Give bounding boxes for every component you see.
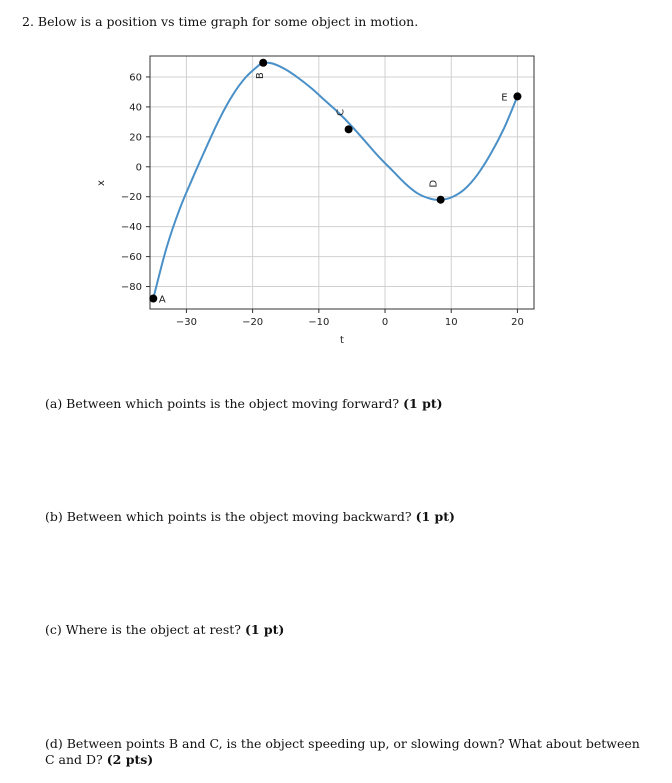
plot-frame [150, 56, 534, 309]
y-tick-label: −40 [120, 222, 142, 234]
point-d-label: D [428, 179, 440, 188]
point-a [149, 295, 157, 303]
point-a-label: A [158, 294, 166, 306]
x-tick-label: −10 [308, 317, 330, 328]
x-tick-label: −30 [175, 317, 197, 328]
point-d [437, 196, 445, 204]
chart-ticks [121, 72, 524, 328]
y-axis-label: x [96, 180, 107, 186]
y-tick-label: 20 [129, 132, 142, 144]
point-e-label: E [501, 92, 508, 104]
y-tick-label: 0 [135, 162, 142, 174]
point-c-label: C [335, 108, 347, 116]
question-a-text: (a) Between which points is the object moving forward? [45, 396, 400, 411]
question-a-points: (1 pt) [403, 396, 443, 411]
x-tick-label: 20 [511, 317, 524, 328]
y-tick-label: 40 [129, 102, 142, 114]
question-a [45, 396, 645, 412]
question-d-text: (d) Between points B and C, is the object speeding up, or slowing down? What about between C and D? [45, 736, 640, 767]
question-c [45, 622, 645, 638]
labeled-points [149, 59, 521, 306]
point-b-label: B [255, 72, 267, 80]
y-tick-label: 60 [129, 72, 142, 84]
question-b-text: (b) Between which points is the object moving backward? [45, 509, 412, 524]
question-d-points: (2 pts) [106, 752, 154, 767]
point-e [513, 92, 521, 100]
problem-statement: 2. Below is a position vs time graph for some object in motion. [22, 14, 419, 29]
x-tick-label: −20 [242, 317, 264, 328]
x-tick-label: 0 [381, 317, 389, 328]
question-b-points: (1 pt) [415, 509, 455, 524]
question-c-text: (c) Where is the object at rest? [45, 622, 241, 637]
y-tick-label: −60 [120, 252, 142, 264]
point-b [259, 59, 267, 67]
y-tick-label: −80 [120, 282, 142, 294]
point-c [345, 125, 353, 133]
y-tick-label: −20 [120, 192, 142, 204]
x-axis-label: t [340, 335, 344, 346]
question-b [45, 509, 645, 525]
question-c-points: (1 pt) [244, 622, 285, 637]
question-d [45, 736, 645, 768]
x-tick-label: 10 [444, 317, 458, 328]
series-line-position [153, 63, 517, 299]
chart-grid [150, 56, 534, 309]
